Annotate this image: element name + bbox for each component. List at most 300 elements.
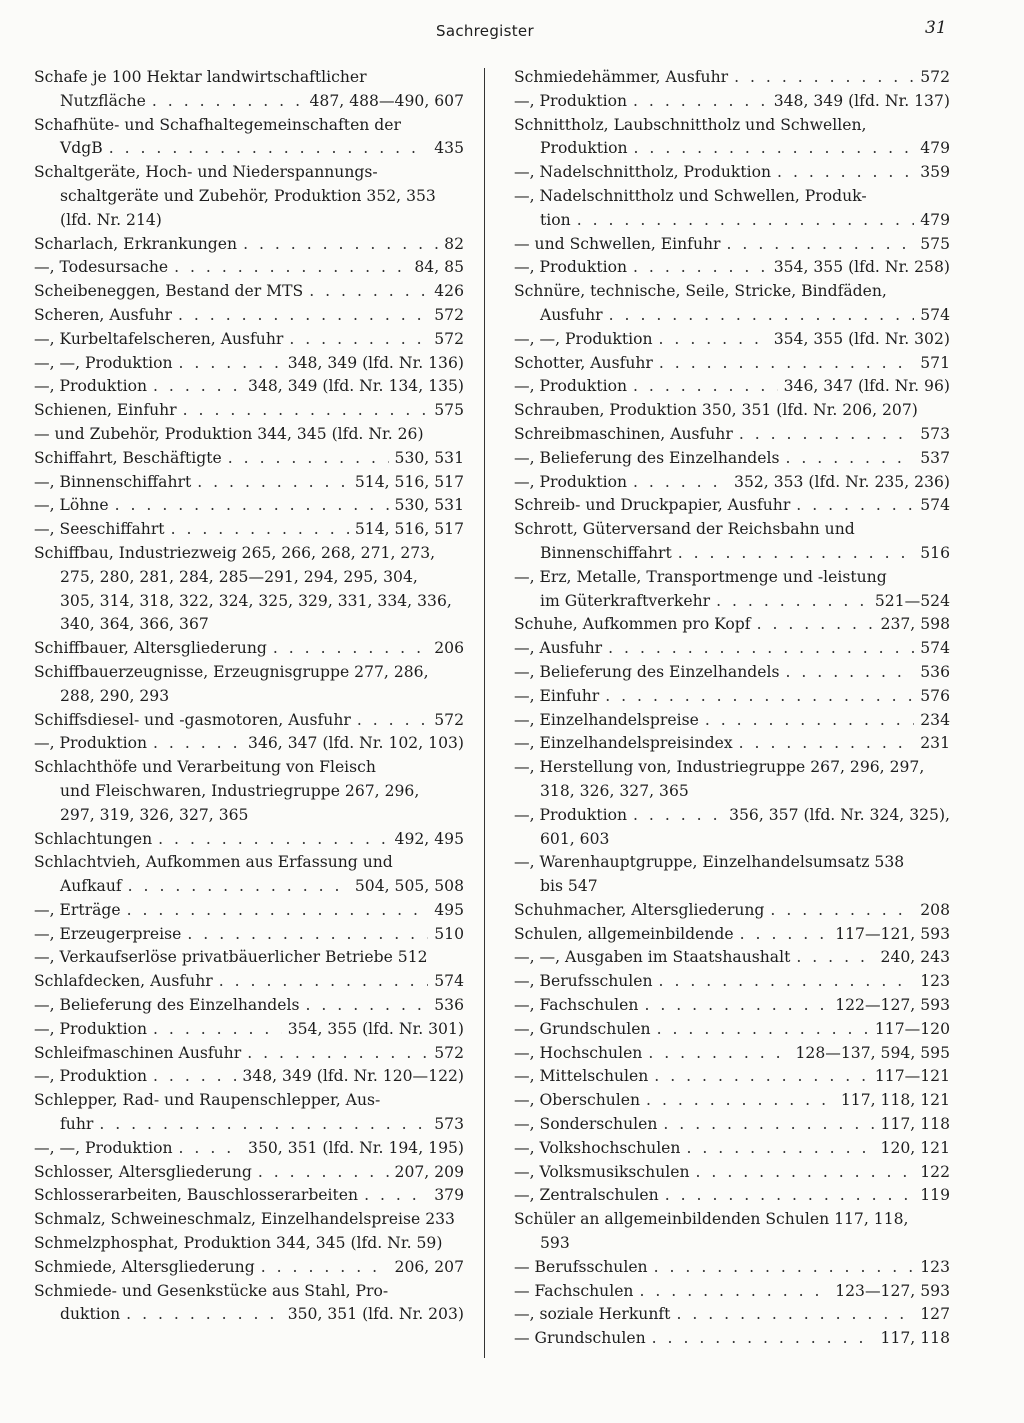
dot-leader: [577, 209, 915, 233]
index-entry: [514, 423, 950, 447]
entry-continuation: 340, 364, 366, 367: [60, 615, 209, 634]
entry-pages: 530, 531: [394, 496, 464, 515]
dot-leader: [678, 542, 915, 566]
entry-term: —, Produktion: [514, 377, 628, 396]
entry-pages: 240, 243: [880, 948, 950, 967]
entry-leader-line: [514, 1184, 950, 1208]
dot-leader: [740, 923, 830, 947]
entry-leader-line: [514, 709, 950, 733]
entry-pages: 356, 357 (lfd. Nr. 324, 325),: [729, 805, 950, 824]
index-entry: [514, 518, 950, 566]
index-entry: [34, 851, 464, 899]
entry-term: —, Belieferung des Einzelhandels: [514, 662, 780, 681]
entry-pages: 354, 355 (lfd. Nr. 302): [773, 329, 950, 348]
index-entry: [34, 280, 464, 304]
entry-term: fuhr: [60, 1115, 94, 1134]
dot-leader: [174, 256, 408, 280]
index-column-right: [514, 66, 950, 1351]
index-entry: [34, 1042, 464, 1066]
dot-leader: [183, 399, 429, 423]
entry-pages: 504, 505, 508: [354, 877, 464, 896]
entry-pages: 128—137, 594, 595: [795, 1043, 950, 1062]
entry-leader-line: [514, 209, 950, 233]
entry-pages: 84, 85: [414, 258, 464, 277]
index-entry: [514, 1184, 950, 1208]
entry-pages: 206: [434, 639, 464, 658]
entry-pages: 516: [920, 543, 950, 562]
entry-term: —, Binnenschiffahrt: [34, 472, 192, 491]
index-entry: [514, 471, 950, 495]
entry-leader-line: [34, 1303, 464, 1327]
index-entry: [514, 1303, 950, 1327]
entry-leader-line: [514, 923, 950, 947]
entry-term: —, Hochschulen: [514, 1043, 643, 1062]
entry-heading: Schaltgeräte, Hoch- und Niederspannungs-: [34, 163, 378, 182]
entry-leader-line: [34, 1137, 464, 1161]
entry-continuation: 601, 603: [540, 829, 610, 848]
index-entry: [34, 447, 464, 471]
entry-term: —, Einzelhandelspreisindex: [514, 734, 733, 753]
index-entry: [514, 709, 950, 733]
entry-pages: 234: [920, 710, 950, 729]
index-entry: [34, 399, 464, 423]
entry-pages: 120, 121: [880, 1138, 950, 1157]
dot-leader: [357, 709, 428, 733]
index-entry: [34, 1232, 464, 1256]
entry-pages: 207, 209: [394, 1162, 464, 1181]
index-entry: [34, 732, 464, 756]
entry-leader-line: [514, 66, 950, 90]
entry-term: —, Mittelschulen: [514, 1067, 649, 1086]
entry-heading: Schmelzphosphat, Produktion 344, 345 (lfd. Nr. 59): [34, 1234, 443, 1253]
index-entry: [514, 1042, 950, 1066]
entry-leader-line: [514, 732, 950, 756]
index-entry: [34, 161, 464, 232]
entry-heading: —, Warenhauptgruppe, Einzelhandelsumsatz 538: [514, 853, 905, 872]
index-entry: [514, 1113, 950, 1137]
index-entry: [514, 899, 950, 923]
entry-heading: Schiffbauerzeugnisse, Erzeugnisgruppe 277, 286,: [34, 662, 429, 681]
index-entry: [514, 375, 950, 399]
entry-term: Schreib- und Druckpapier, Ausfuhr: [514, 496, 791, 515]
index-entry: [34, 256, 464, 280]
entry-pages: 350, 351 (lfd. Nr. 194, 195): [248, 1138, 464, 1157]
entry-term: Schmiede, Altersgliederung: [34, 1257, 255, 1276]
index-entry: [34, 304, 464, 328]
entry-leader-line: [34, 994, 464, 1018]
entry-leader-line: [514, 1327, 950, 1351]
entry-leader-line: [514, 1065, 950, 1089]
entry-leader-line: [34, 875, 464, 899]
index-entry: [514, 1327, 950, 1351]
dot-leader: [247, 1042, 428, 1066]
entry-pages: 122—127, 593: [835, 996, 950, 1015]
index-entry: [34, 1161, 464, 1185]
entry-pages: 530, 531: [394, 448, 464, 467]
entry-leader-line: [514, 994, 950, 1018]
index-entry: [514, 732, 950, 756]
entry-term: —, Produktion: [514, 805, 628, 824]
entry-leader-line: [514, 1161, 950, 1185]
entry-leader-line: [34, 923, 464, 947]
entry-leader-line: [514, 1256, 950, 1280]
entry-pages: 123: [920, 1257, 950, 1276]
entry-pages: 119: [920, 1186, 950, 1205]
entry-term: Schleifmaschinen Ausfuhr: [34, 1043, 242, 1062]
entry-pages: 574: [434, 972, 464, 991]
index-entry: [514, 494, 950, 518]
entry-pages: 479: [920, 210, 950, 229]
entry-leader-line: [514, 613, 950, 637]
entry-heading: Schüler an allgemeinbildenden Schulen 117, 118,: [514, 1210, 909, 1229]
entry-leader-line: [514, 946, 950, 970]
entry-continuation: schaltgeräte und Zubehör, Produktion 352, 353: [60, 186, 436, 205]
index-entry: [34, 1089, 464, 1137]
entry-pages: 573: [434, 1115, 464, 1134]
index-entry: [34, 471, 464, 495]
entry-leader-line: [34, 137, 464, 161]
entry-term: —, Erträge: [34, 900, 121, 919]
entry-heading: —, Erz, Metalle, Transportmenge und -leistung: [514, 567, 887, 586]
entry-leader-line: [514, 970, 950, 994]
dot-leader: [646, 1089, 835, 1113]
dot-leader: [659, 352, 914, 376]
entry-term: —, Seeschiffahrt: [34, 520, 165, 539]
entry-leader-line: [34, 471, 464, 495]
entry-term: Schreibmaschinen, Ausfuhr: [514, 424, 733, 443]
entry-term: —, Nadelschnittholz, Produktion: [514, 163, 772, 182]
dot-leader: [644, 994, 829, 1018]
entry-term: Schlafdecken, Ausfuhr: [34, 972, 213, 991]
index-entry: [34, 423, 464, 447]
index-entry: [514, 1256, 950, 1280]
index-entry: [514, 756, 950, 804]
index-entry: [34, 114, 464, 162]
entry-term: —, —, Produktion: [34, 1138, 173, 1157]
dot-leader: [126, 1303, 282, 1327]
dot-leader: [605, 685, 914, 709]
entry-leader-line: [34, 899, 464, 923]
entry-continuation: 288, 290, 293: [60, 686, 170, 705]
page-header-title: Sachregister: [436, 22, 534, 40]
index-column-left: [34, 66, 464, 1327]
entry-pages: 117—121: [874, 1067, 950, 1086]
entry-pages: 575: [434, 401, 464, 420]
dot-leader: [696, 1161, 915, 1185]
dot-leader: [716, 590, 869, 614]
entry-leader-line: [34, 1018, 464, 1042]
index-entry: [514, 66, 950, 90]
entry-pages: 492, 495: [394, 829, 464, 848]
entry-pages: 127: [920, 1305, 950, 1324]
entry-heading: Schrauben, Produktion 350, 351 (lfd. Nr. 206, 207): [514, 401, 918, 420]
entry-term: —, Ausfuhr: [514, 639, 603, 658]
entry-pages: 348, 349 (lfd. Nr. 137): [773, 91, 950, 110]
entry-term: Schuhe, Aufkommen pro Kopf: [514, 615, 751, 634]
index-entry: [514, 1018, 950, 1042]
dot-leader: [796, 946, 874, 970]
entry-pages: 350, 351 (lfd. Nr. 203): [287, 1305, 464, 1324]
dot-leader: [219, 970, 429, 994]
index-entry: [34, 1018, 464, 1042]
entry-continuation: bis 547: [540, 877, 598, 896]
entry-leader-line: [34, 1184, 464, 1208]
index-entry: [514, 256, 950, 280]
entry-leader-line: [34, 399, 464, 423]
entry-pages: 572: [434, 305, 464, 324]
dot-leader: [727, 233, 915, 257]
index-entry: [34, 899, 464, 923]
entry-term: —, Produktion: [514, 472, 628, 491]
entry-term: Schienen, Einfuhr: [34, 401, 177, 420]
dot-leader: [153, 1018, 282, 1042]
entry-leader-line: [514, 423, 950, 447]
entry-leader-line: [34, 709, 464, 733]
entry-leader-line: [514, 685, 950, 709]
dot-leader: [273, 637, 428, 661]
dot-leader: [153, 732, 242, 756]
entry-heading: Schnüre, technische, Seile, Stricke, Bindfäden,: [514, 282, 887, 301]
dot-leader: [676, 1303, 914, 1327]
entry-term: tion: [540, 210, 571, 229]
entry-continuation: 305, 314, 318, 322, 324, 325, 329, 331, 334, 336,: [60, 591, 452, 610]
entry-leader-line: [34, 1042, 464, 1066]
entry-heading: — und Zubehör, Produktion 344, 345 (lfd. Nr. 26): [34, 424, 424, 443]
dot-leader: [686, 1137, 874, 1161]
entry-term: —, Belieferung des Einzelhandels: [34, 996, 300, 1015]
index-entry: [34, 494, 464, 518]
entry-pages: 574: [920, 639, 950, 658]
entry-leader-line: [34, 447, 464, 471]
entry-term: —, Einfuhr: [514, 686, 600, 705]
entry-leader-line: [514, 1089, 950, 1113]
entry-pages: 359: [920, 163, 950, 182]
entry-pages: 231: [920, 734, 950, 753]
entry-pages: 123: [920, 972, 950, 991]
entry-leader-line: [34, 352, 464, 376]
entry-term: Nutzfläche: [60, 91, 146, 110]
index-entry: [514, 399, 950, 423]
index-entry: [34, 542, 464, 637]
entry-term: —, Volksmusikschulen: [514, 1162, 690, 1181]
index-entry: [34, 661, 464, 709]
entry-term: —, Sonderschulen: [514, 1115, 658, 1134]
dot-leader: [153, 1065, 236, 1089]
entry-heading: Schiffbau, Industriezweig 265, 266, 268, 271, 273,: [34, 543, 436, 562]
index-entry: [34, 828, 464, 852]
entry-pages: 352, 353 (lfd. Nr. 235, 236): [734, 472, 950, 491]
entry-pages: 237, 598: [880, 615, 950, 634]
entry-leader-line: [514, 661, 950, 685]
dot-leader: [639, 1280, 829, 1304]
dot-leader: [633, 90, 768, 114]
entry-leader-line: [34, 375, 464, 399]
entry-continuation: 297, 319, 326, 327, 365: [60, 805, 249, 824]
index-entry: [514, 661, 950, 685]
entry-pages: 435: [434, 139, 464, 158]
entry-leader-line: [514, 1280, 950, 1304]
index-entry: [514, 352, 950, 376]
dot-leader: [659, 328, 768, 352]
entry-leader-line: [34, 1161, 464, 1185]
dot-leader: [734, 66, 914, 90]
column-divider: [484, 68, 485, 1358]
dot-leader: [309, 280, 428, 304]
dot-leader: [364, 1184, 428, 1208]
entry-term: duktion: [60, 1305, 121, 1324]
entry-pages: 117, 118: [880, 1115, 950, 1134]
entry-pages: 117—120: [874, 1019, 950, 1038]
index-entry: [34, 233, 464, 257]
entry-pages: 208: [920, 900, 950, 919]
entry-term: Schmiedehämmer, Ausfuhr: [514, 68, 729, 86]
index-entry: [514, 1137, 950, 1161]
entry-leader-line: [514, 90, 950, 114]
entry-term: —, Produktion: [34, 734, 148, 753]
index-entry: [34, 709, 464, 733]
dot-leader: [127, 899, 429, 923]
entry-term: —, Produktion: [514, 258, 628, 277]
index-entry: [514, 685, 950, 709]
index-entry: [514, 804, 950, 852]
entry-term: —, Produktion: [34, 1019, 148, 1038]
index-entry: [514, 970, 950, 994]
entry-pages: 572: [434, 1043, 464, 1062]
entry-heading: Schrott, Güterversand der Reichsbahn und: [514, 520, 855, 539]
entry-term: —, Einzelhandelspreise: [514, 710, 699, 729]
dot-leader: [258, 1161, 389, 1185]
entry-leader-line: [514, 494, 950, 518]
entry-term: Schulen, allgemeinbildende: [514, 924, 734, 943]
entry-pages: 346, 347 (lfd. Nr. 102, 103): [248, 734, 464, 753]
dot-leader: [657, 1018, 869, 1042]
index-entry: [514, 280, 950, 328]
dot-leader: [777, 161, 914, 185]
entry-pages: 574: [920, 305, 950, 324]
index-entry: [514, 566, 950, 614]
dot-leader: [654, 1065, 869, 1089]
entry-term: —, Berufsschulen: [514, 972, 653, 991]
entry-term: —, Produktion: [514, 91, 628, 110]
entry-continuation: 275, 280, 281, 284, 285—291, 294, 295, 304,: [60, 567, 418, 586]
entry-pages: 206, 207: [394, 1257, 464, 1276]
index-entry: [514, 1089, 950, 1113]
entry-term: —, Volkshochschulen: [514, 1138, 681, 1157]
entry-pages: 572: [434, 710, 464, 729]
entry-pages: 495: [434, 900, 464, 919]
entry-term: Schlachtungen: [34, 829, 153, 848]
index-entry: [514, 233, 950, 257]
entry-heading: Schmalz, Schweineschmalz, Einzelhandelspreise 233: [34, 1210, 455, 1229]
dot-leader: [243, 233, 438, 257]
entry-term: Schlosser, Altersgliederung: [34, 1162, 252, 1181]
entry-continuation: (lfd. Nr. 214): [60, 210, 162, 229]
entry-term: Schuhmacher, Altersgliederung: [514, 900, 765, 919]
entry-leader-line: [514, 590, 950, 614]
entry-pages: 576: [920, 686, 950, 705]
dot-leader: [109, 137, 429, 161]
entry-heading: —, Verkaufserlöse privatbäuerlicher Betriebe 512: [34, 948, 428, 967]
entry-heading: —, Herstellung von, Industriegruppe 267, 296, 297,: [514, 758, 925, 777]
dot-leader: [178, 304, 428, 328]
entry-heading: Schlachthöfe und Verarbeitung von Fleisch: [34, 758, 376, 777]
entry-term: —, Produktion: [34, 1067, 148, 1086]
entry-term: VdgB: [60, 139, 103, 158]
index-entry: [34, 1065, 464, 1089]
dot-leader: [179, 352, 282, 376]
entry-term: Scheibeneggen, Bestand der MTS: [34, 282, 304, 301]
index-entry: [514, 637, 950, 661]
index-entry: [514, 1065, 950, 1089]
entry-leader-line: [514, 899, 950, 923]
index-entry: [34, 994, 464, 1018]
index-entry: [34, 66, 464, 114]
dot-leader: [115, 494, 389, 518]
entry-pages: 521—524: [874, 591, 950, 610]
index-entry: [34, 1256, 464, 1280]
dot-leader: [663, 1113, 874, 1137]
entry-leader-line: [514, 233, 950, 257]
index-entry: [34, 375, 464, 399]
entry-pages: 510: [434, 924, 464, 943]
dot-leader: [633, 375, 778, 399]
entry-leader-line: [514, 1303, 950, 1327]
index-entry: [34, 518, 464, 542]
entry-term: Schiffsdiesel- und -gasmotoren, Ausfuhr: [34, 710, 351, 729]
entry-leader-line: [514, 804, 950, 828]
entry-term: —, Kurbeltafelscheren, Ausfuhr: [34, 329, 284, 348]
dot-leader: [665, 1184, 915, 1208]
entry-leader-line: [514, 304, 950, 328]
entry-leader-line: [34, 256, 464, 280]
entry-term: —, Oberschulen: [514, 1091, 641, 1110]
entry-term: im Güterkraftverkehr: [540, 591, 711, 610]
entry-term: Produktion: [540, 139, 628, 158]
entry-heading: Schlepper, Rad- und Raupenschlepper, Aus-: [34, 1091, 381, 1110]
entry-term: Schotter, Ausfuhr: [514, 353, 653, 372]
entry-term: —, —, Produktion: [514, 329, 653, 348]
index-entry: [34, 1280, 464, 1328]
entry-leader-line: [514, 256, 950, 280]
entry-leader-line: [34, 970, 464, 994]
dot-leader: [648, 1042, 789, 1066]
dot-leader: [153, 375, 242, 399]
entry-pages: 426: [434, 282, 464, 301]
entry-pages: 536: [920, 662, 950, 681]
entry-heading: Schafhüte- und Schafhaltegemeinschaften der: [34, 115, 401, 134]
index-entry: [514, 994, 950, 1018]
dot-leader: [652, 1327, 875, 1351]
entry-term: — Fachschulen: [514, 1281, 634, 1300]
entry-pages: 354, 355 (lfd. Nr. 301): [287, 1019, 464, 1038]
entry-pages: 348, 349 (lfd. Nr. 134, 135): [248, 377, 464, 396]
entry-term: —, Zentralschulen: [514, 1186, 659, 1205]
entry-pages: 348, 349 (lfd. Nr. 120—122): [242, 1067, 464, 1086]
index-entry: [514, 447, 950, 471]
index-entry: [514, 161, 950, 185]
index-entry: [514, 1161, 950, 1185]
entry-pages: 348, 349 (lfd. Nr. 136): [287, 353, 464, 372]
index-entry: [514, 1208, 950, 1256]
dot-leader: [633, 804, 723, 828]
entry-leader-line: [514, 352, 950, 376]
entry-leader-line: [34, 1065, 464, 1089]
entry-leader-line: [514, 542, 950, 566]
dot-leader: [654, 1256, 915, 1280]
dot-leader: [99, 1113, 428, 1137]
entry-pages: 354, 355 (lfd. Nr. 258): [773, 258, 950, 277]
entry-leader-line: [34, 304, 464, 328]
